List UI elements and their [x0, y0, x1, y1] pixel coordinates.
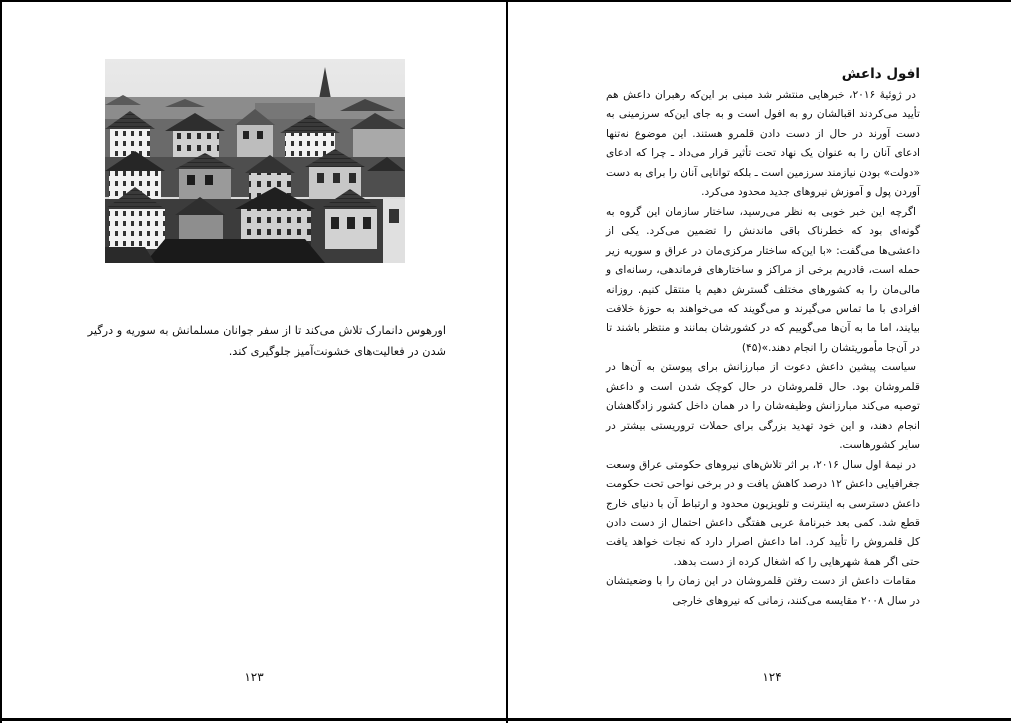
chapter-title: افول داعش: [841, 66, 920, 82]
city-rooftops-with-church-spire-icon: [105, 59, 405, 263]
page-number-right: ۱۲۴: [762, 670, 782, 684]
city-rooftops-photo: [105, 59, 405, 263]
paragraph: اگرچه این خبر خوبی به نظر می‌رسید، ساختار سازمان این گروه به گونه‌ای بود که خطرناک باقی ماندنش را تضمین می‌کرد. یکی از داعشی‌ها می‌گفت: «با این‌که ساختار مرکزی‌مان در عراق و سوریه زیر حمله است، قادریم برخی از مراکز و ساختارهای فرماندهی، رسانه‌ای و مالی‌مان را به کشورهای مختلف گسترش دهیم یا منتقل کنیم. روزانه افرادی با ما تماس می‌گیرند و می‌گویند که می‌خواهند به حوزهٔ خلافت بیایند، اما ما به آن‌ها می‌گوییم که در کشورشان بمانند و منتظر باشند تا در آن‌جا مأموریتشان را انجام دهند.»(۴۵): [606, 205, 920, 354]
photo-caption: [64, 320, 446, 362]
paragraph: سیاست پیشین داعش دعوت از مبارزانش برای پیوستن به آن‌ها در قلمروشان بود. حال قلمروشان در حال کوچک شدن است و داعش توصیه می‌کند مبارزانش وظیفه‌شان را در همان داخل کشور زادگاهشان انجام دهند، و این خود تهدید بزرگی برای حملات تروریستی بیشتر در سایر کشورهاست.: [606, 361, 920, 452]
right-page: [510, 2, 1011, 720]
chapter-content: [606, 62, 920, 611]
book-spine: [506, 0, 508, 723]
page-number-left: ۱۲۳: [244, 670, 264, 684]
caption-text: اورهوس دانمارک تلاش می‌کند تا از سفر جوانان مسلمانش به سوریه و درگیر شدن در فعالیت‌های خشونت‌آمیز جلوگیری کند.: [87, 324, 446, 358]
left-page: [4, 2, 508, 720]
paragraph: مقامات داعش از دست رفتن قلمروشان در این زمان را با وضعیتشان در سال ۲۰۰۸ مقایسه می‌کنند، زمانی که نیروهای خارجی: [606, 575, 920, 607]
paragraph: در نیمهٔ اول سال ۲۰۱۶، بر اثر تلاش‌های نیروهای حکومتی عراق وسعت جغرافیایی داعش ۱۲ درصد کاهش یافت و در برخی نواحی تحت حکومت داعش دسترسی به اینترنت و تلویزیون محدود و ارتباط آن با دنیای خارج قطع شد. کمی بعد خبرنامهٔ عربی هفتگی داعش احتمال از دست دادن کل قلمروش را تأیید کرد. اما داعش اصرار دارد که نجات خواهد یافت حتی اگر همهٔ شهرهایی را که اشغال کرده از دست بدهد.: [606, 458, 920, 568]
paragraph: در ژوئیهٔ ۲۰۱۶، خبرهایی منتشر شد مبنی بر این‌که رهبران داعش هم تأیید می‌کردند اقبالشان رو به افول است و به جای این‌که سرزمینی به دست آورند در حال از دست دادن قلمرو هستند. این موضوع نه‌تنها ادعای آنان را به عنوان یک نهاد تحت تأثیر قرار می‌داد ـ چرا که ادعای «دولت» بودن نیازمند سرزمین است ـ بلکه توانایی آنان را برای به دست آوردن پول و آموزش نیروهای جدید محدود می‌کرد.: [606, 89, 920, 199]
bottom-edge: [0, 718, 1011, 721]
